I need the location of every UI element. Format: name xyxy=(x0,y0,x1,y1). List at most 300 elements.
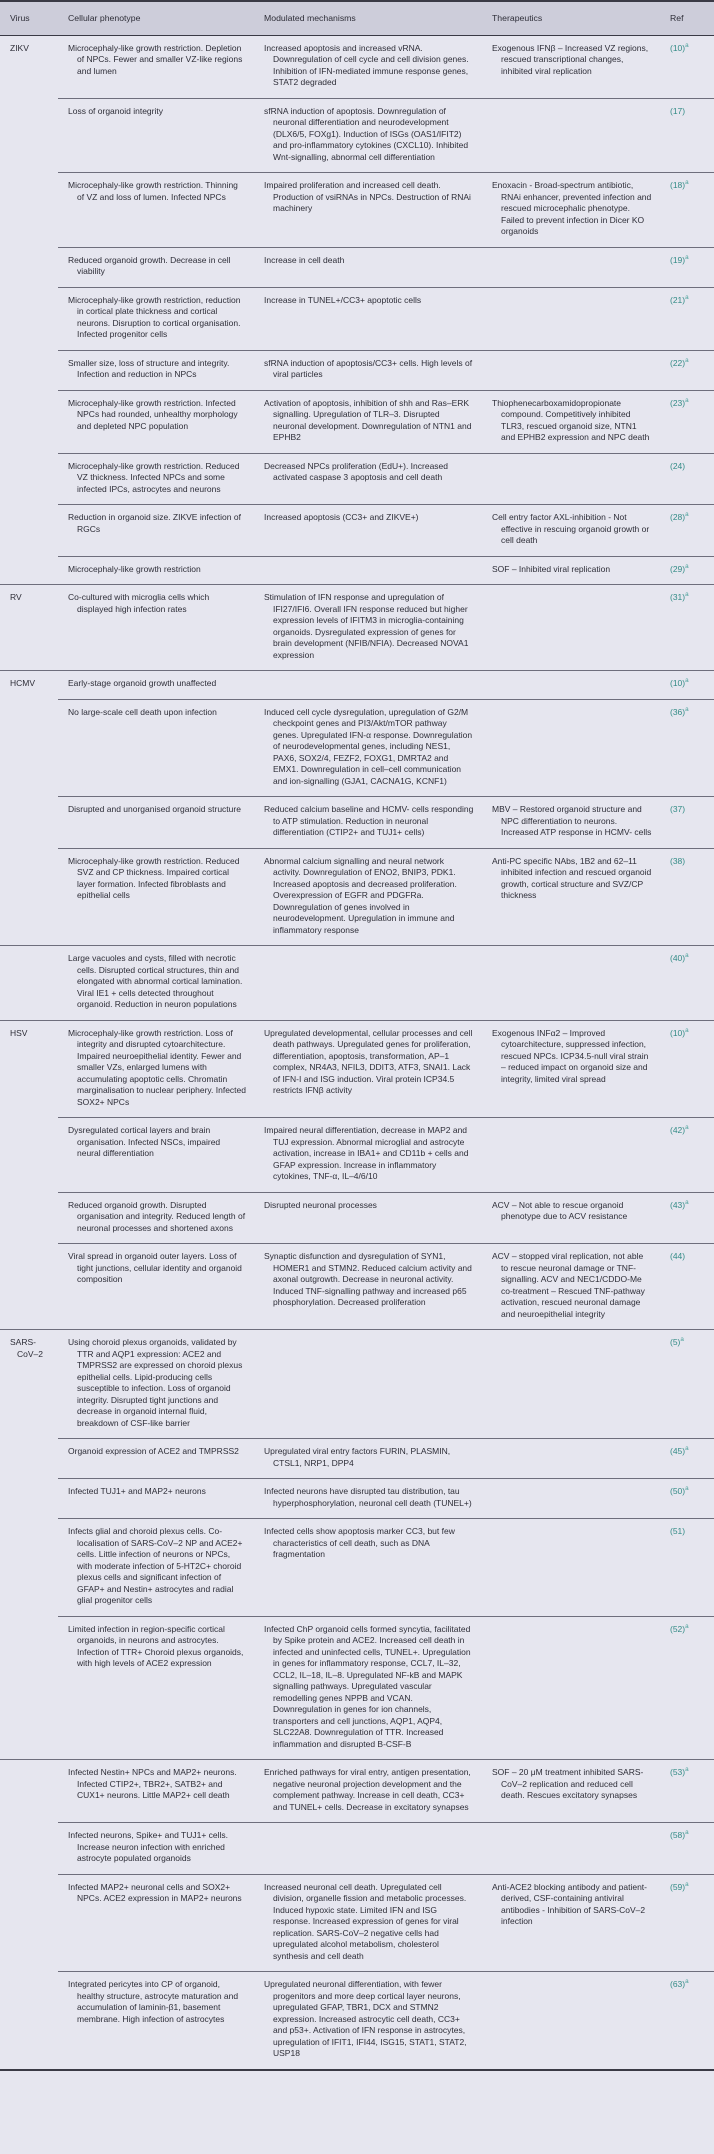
ref-superscript: a xyxy=(685,1622,689,1630)
ref-citation-link[interactable]: (21) xyxy=(670,294,686,305)
phenotype-cell-text: Dysregulated cortical layers and brain organisation. Infected NSCs, impaired neural differentiation xyxy=(68,1125,221,1158)
phenotype-cell xyxy=(58,1118,254,1193)
virus-name: HSV xyxy=(10,1027,28,1038)
mechanisms-cell xyxy=(254,946,482,1021)
therapeutics-cell-text: ACV – Not able to rescue organoid phenotype due to ACV resistance xyxy=(492,1199,628,1221)
ref-citation-link[interactable]: (45) xyxy=(670,1446,686,1456)
table-row xyxy=(0,1760,714,1823)
therapeutics-cell xyxy=(482,1479,660,1519)
virus-cell xyxy=(0,98,58,173)
ref-cell xyxy=(660,699,714,797)
ref-cell xyxy=(660,1479,714,1519)
ref-citation-link[interactable]: (5) xyxy=(670,1337,681,1347)
therapeutics-cell xyxy=(482,1519,660,1617)
mechanisms-cell xyxy=(254,247,482,287)
mechanisms-cell-text: Increased apoptosis and increased vRNA. Downregulation of cell cycle and cell division genes. Inhibition of IFN-mediated immune response genes, STAT2 degraded xyxy=(264,42,469,87)
phenotype-cell-text: Large vacuoles and cysts, filled with necrotic cells. Disrupted cortical structures, thin and elongated with abnormal cortical lamination. Viral IE1 + cells detected throughout organoid. Reduction in neuron populations xyxy=(68,953,243,1009)
ref-citation-link[interactable]: (53) xyxy=(670,1767,686,1777)
ref-cell xyxy=(660,173,714,248)
therapeutics-cell xyxy=(482,1244,660,1330)
mechanisms-cell xyxy=(254,1020,482,1118)
ref-cell xyxy=(660,1020,714,1118)
ref-citation-link[interactable]: (40) xyxy=(670,953,686,963)
therapeutics-cell-text: Cell entry factor AXL-inhibition - Not effective in rescuing organoid growth or cell death xyxy=(492,512,650,545)
ref-cell xyxy=(660,585,714,671)
therapeutics-cell xyxy=(482,35,660,98)
phenotype-cell-text: No large-scale cell death upon infection xyxy=(68,706,217,717)
therapeutics-cell xyxy=(482,98,660,173)
ref-citation-link[interactable]: (52) xyxy=(670,1623,686,1634)
ref-citation-link[interactable]: (63) xyxy=(670,1979,686,1989)
therapeutics-cell xyxy=(482,671,660,700)
table-row xyxy=(0,1874,714,1972)
ref-superscript: a xyxy=(685,677,689,685)
phenotype-cell-text: Limited infection in region-specific cortical organoids, in neurons and astrocytes. Infection of TTR+ Choroid plexus organoids, with high levels of ACE2 expression xyxy=(68,1623,244,1668)
table-row xyxy=(0,699,714,797)
therapeutics-cell xyxy=(482,797,660,849)
phenotype-cell-text: Microcephaly-like growth restriction. Reduced VZ thickness. Infected NPCs and some infected IPCs, astrocytes and neurons xyxy=(68,460,240,494)
ref-cell xyxy=(660,848,714,946)
mechanisms-cell-text: Impaired proliferation and increased cell death. Production of vsiRNAs in NPCs. Destruction of RNAi machinery xyxy=(264,180,471,213)
mechanisms-cell xyxy=(254,556,482,585)
ref-cell xyxy=(660,1244,714,1330)
virus-name: SARS-CoV–2 xyxy=(10,1337,43,1359)
ref-citation-link[interactable]: (28) xyxy=(670,512,686,522)
table-row xyxy=(0,173,714,248)
virus-cell xyxy=(0,390,58,453)
phenotype-cell-text: Microcephaly-like growth restriction. Depletion of NPCs. Fewer and smaller VZ-like regions and lumen xyxy=(68,42,243,76)
mechanisms-cell-text: Activation of apoptosis, inhibition of shh and Ras–ERK signalling. Upregulation of TLR–3. Disrupted neuronal development. Downregulation of NTN1 and EPHB2 xyxy=(264,397,472,442)
mechanisms-cell xyxy=(254,699,482,797)
therapeutics-cell xyxy=(482,1616,660,1760)
therapeutics-cell xyxy=(482,453,660,505)
phenotype-cell xyxy=(58,1616,254,1760)
ref-superscript: a xyxy=(685,1445,689,1453)
phenotype-cell xyxy=(58,1519,254,1617)
mechanisms-cell xyxy=(254,1118,482,1193)
therapeutics-cell xyxy=(482,1192,660,1244)
mechanisms-cell-text: Infected ChP organoid cells formed syncytia, facilitated by Spike protein and ACE2. Increased cell death in infected and uninfected cells, TUNEL+. Upregulation in genes for inflammatory response, CCL7, IL–32, CCL2, IL–18, IL–8. Upregulated NF-kB and MAPK signalling pathways. Upregulated vascular remodelling genes NPPB and VCAN. Downregulation in genes for ion channels, transporters and cell junctions, AQP1, AQP4, SLC22A8. Downregulation of TTR. Increased inflammation and disrupted B-CSF-B xyxy=(264,1623,471,1749)
virus-cell xyxy=(0,699,58,797)
mechanisms-cell xyxy=(254,173,482,248)
table-row xyxy=(0,556,714,585)
ref-cell xyxy=(660,1118,714,1193)
mechanisms-cell xyxy=(254,1519,482,1617)
table-row xyxy=(0,390,714,453)
ref-cell xyxy=(660,1616,714,1760)
virus-cell xyxy=(0,946,58,1021)
table-row xyxy=(0,287,714,350)
phenotype-cell xyxy=(58,1479,254,1519)
ref-citation-link[interactable]: (42) xyxy=(670,1125,686,1135)
table-row xyxy=(0,1823,714,1875)
phenotype-cell-text: Reduction in organoid size. ZIKVE infection of RGCs xyxy=(68,512,241,534)
therapeutics-cell xyxy=(482,390,660,453)
virus-cell xyxy=(0,1192,58,1244)
phenotype-cell xyxy=(58,453,254,505)
phenotype-cell-text: Microcephaly-like growth restriction. Reduced SVZ and CP thickness. Impaired cortical layer formation. Infected fibroblasts and epithelial cells xyxy=(68,855,240,900)
virus-cell xyxy=(0,1330,58,1439)
virus-cell xyxy=(0,1519,58,1617)
ref-superscript: a xyxy=(685,41,689,49)
ref-superscript: a xyxy=(685,293,689,301)
mechanisms-cell-text: Increase in TUNEL+/CC3+ apoptotic cells xyxy=(264,294,422,305)
ref-citation-link[interactable]: (38) xyxy=(670,855,686,866)
ref-superscript: a xyxy=(685,179,689,187)
table-row xyxy=(0,1479,714,1519)
ref-cell xyxy=(660,1330,714,1439)
phenotype-cell-text: Microcephaly-like growth restriction. Thinning of VZ and loss of lumen. Infected NPCs xyxy=(68,180,238,202)
phenotype-cell xyxy=(58,1192,254,1244)
phenotype-cell-text: Loss of organoid integrity xyxy=(68,105,163,116)
ref-citation-link[interactable]: (10) xyxy=(670,678,686,688)
ref-cell xyxy=(660,1192,714,1244)
therapeutics-cell xyxy=(482,1439,660,1479)
ref-cell xyxy=(660,505,714,557)
phenotype-cell xyxy=(58,35,254,98)
ref-superscript: a xyxy=(685,396,689,404)
mechanisms-cell xyxy=(254,1760,482,1823)
table-row xyxy=(0,797,714,849)
ref-cell xyxy=(660,946,714,1021)
ref-citation-link[interactable]: (44) xyxy=(670,1251,686,1261)
mechanisms-cell-text: Impaired neural differentiation, decrease in MAP2 and TUJ expression. Abnormal microglial and astrocyte activation, increase in IBA1+ and CD11b + cells and GFAP expression. Increase in inflammatory cytokines, TNF-α, IL–4/6/10 xyxy=(264,1125,469,1181)
ref-citation-link[interactable]: (10) xyxy=(670,1027,686,1038)
table-row xyxy=(0,505,714,557)
ref-superscript: a xyxy=(685,1026,689,1034)
virus-cell xyxy=(0,287,58,350)
mechanisms-cell xyxy=(254,1244,482,1330)
ref-superscript: a xyxy=(685,356,689,364)
virus-cell xyxy=(0,1874,58,1972)
ref-citation-link[interactable]: (50) xyxy=(670,1486,686,1496)
table-row xyxy=(0,453,714,505)
phenotype-cell-text: Infected neurons, Spike+ and TUJ1+ cells. Increase neuron infection with enriched astrocyte populated organoids xyxy=(68,1830,229,1863)
mechanisms-cell xyxy=(254,1874,482,1972)
mechanisms-cell-text: Enriched pathways for viral entry, antigen presentation, negative neuronal projection development and the complement pathway. Increase in cell death, CC3+ and TUNEL+ cells. Decrease in excitatory synapses xyxy=(264,1767,471,1812)
table-body xyxy=(0,35,714,2070)
therapeutics-cell xyxy=(482,699,660,797)
mechanisms-cell-text: Synaptic disfunction and dysregulation of SYN1, HOMER1 and STMN2. Reduced calcium activity and axonal outgrowth. Decrease in neuronal activity. Induced TNF-signalling pathway and increased p65 phosphorylation. Decreased proliferation xyxy=(264,1251,472,1307)
mechanisms-cell-text: Upregulated neuronal differentiation, with fewer progenitors and more deep cortical layer neurons, upregulated GFAP, TBR1, DCX and STMN2 expression. Increased astrocytic cell death, CC3+ and p53+. Activation of IFN response in astrocytes, upregulation of IFIT1, IFI44, ISG15, STAT1, STAT2, USP18 xyxy=(264,1979,467,2058)
virus-cell xyxy=(0,1479,58,1519)
therapeutics-cell-text: MBV – Restored organoid structure and NPC differentiation to neurons. Increased ATP response in HCMV- cells xyxy=(492,804,652,837)
ref-superscript: a xyxy=(685,952,689,960)
mechanisms-cell xyxy=(254,98,482,173)
ref-citation-link[interactable]: (19) xyxy=(670,254,686,265)
mechanisms-cell xyxy=(254,1479,482,1519)
virus-cell xyxy=(0,505,58,557)
virus-cell xyxy=(0,797,58,849)
ref-cell xyxy=(660,797,714,849)
table-row xyxy=(0,1330,714,1439)
phenotype-cell xyxy=(58,556,254,585)
phenotype-cell-text: Smaller size, loss of structure and integrity. Infection and reduction in NPCs xyxy=(68,357,230,379)
phenotype-cell xyxy=(58,1439,254,1479)
therapeutics-cell-text: Thiophenecarboxamidopropionate compound. Competitively inhibited TLR3, rescued organoid size, NTN1 and EPHB2 expression and NPC death xyxy=(492,397,650,442)
virus-cell xyxy=(0,1760,58,1823)
therapeutics-cell xyxy=(482,556,660,585)
therapeutics-cell xyxy=(482,1330,660,1439)
therapeutics-cell xyxy=(482,1118,660,1193)
phenotype-cell xyxy=(58,1972,254,2070)
virus-name: HCMV xyxy=(10,678,36,688)
phenotype-cell xyxy=(58,350,254,390)
phenotype-cell xyxy=(58,247,254,287)
phenotype-cell-text: Microcephaly-like growth restriction, reduction in cortical plate thickness and cortical neurons. Disruption to cortical organisation. Infected progenitor cells xyxy=(68,294,241,339)
table-row xyxy=(0,1616,714,1760)
phenotype-cell-text: Microcephaly-like growth restriction. Loss of integrity and disrupted cytoarchitecture. Impaired neuroepithelial identity. Fewer and smaller VZs, enlarged lumens with accumulating apoptotic cells. Chromatin marginalisation to nuclear periphery. Infected SOX2+ NPCs xyxy=(68,1027,246,1107)
ref-citation-link[interactable]: (29) xyxy=(670,563,686,574)
phenotype-cell xyxy=(58,1330,254,1439)
ref-superscript: a xyxy=(685,1485,689,1493)
ref-citation-link[interactable]: (36) xyxy=(670,706,686,717)
ref-cell xyxy=(660,35,714,98)
therapeutics-cell xyxy=(482,848,660,946)
table-row xyxy=(0,1020,714,1118)
therapeutics-cell xyxy=(482,585,660,671)
mechanisms-cell-text: sfRNA induction of apoptosis. Downregulation of neuronal differentiation and neurodevelopment (DLX6/5, FOXg1). Induction of ISGs (OAS1/IFIT2) and pro-inflammatory cytokines (CXCL10). Inhibited Wnt-signalling, abnormal cell differentiation xyxy=(264,105,469,162)
ref-superscript: a xyxy=(685,253,689,261)
virus-cell xyxy=(0,35,58,98)
virus-cell xyxy=(0,1118,58,1193)
table-row xyxy=(0,848,714,946)
ref-cell xyxy=(660,1972,714,2070)
virus-cell xyxy=(0,1020,58,1118)
mechanisms-cell-text: Increase in cell death xyxy=(264,254,345,265)
virus-name: ZIKV xyxy=(10,42,29,53)
therapeutics-cell xyxy=(482,1972,660,2070)
mechanisms-cell xyxy=(254,35,482,98)
mechanisms-cell-text: Increased neuronal cell death. Upregulated cell division, organelle fission and metabolic processes. Induced hypoxic state. Limited IFN and ISG response. Increased expression of genes for viral replication. SARS-CoV–2 negative cells had upregulated alcohol metabolism, cholesterol synthesis and cell death xyxy=(264,1881,467,1961)
ref-cell xyxy=(660,350,714,390)
ref-superscript: a xyxy=(685,1880,689,1888)
mechanisms-cell xyxy=(254,390,482,453)
table-row xyxy=(0,1244,714,1330)
table-row xyxy=(0,35,714,98)
therapeutics-cell-text: ACV – stopped viral replication, not able to rescue neuronal damage or TNF-signalling. ACV and NEC1/CDDO-Me co-treatment – Rescued TNF-pathway activation, rescued neuronal damage and neuroepithelial integrity xyxy=(492,1251,645,1319)
virus-cell xyxy=(0,1244,58,1330)
ref-cell xyxy=(660,247,714,287)
therapeutics-cell xyxy=(482,173,660,248)
virus-cell xyxy=(0,671,58,700)
mechanisms-cell-text: Infected cells show apoptosis marker CC3, but few characteristics of cell death, such as DNA fragmentation xyxy=(264,1526,455,1559)
ref-cell xyxy=(660,1823,714,1875)
ref-citation-link[interactable]: (37) xyxy=(670,804,686,814)
ref-citation-link[interactable]: (18) xyxy=(670,180,686,190)
phenotype-cell-text: Reduced organoid growth. Disrupted organisation and integrity. Reduced length of neuronal processes and shortened axons xyxy=(68,1199,246,1233)
table-header xyxy=(0,1,714,35)
therapeutics-cell xyxy=(482,946,660,1021)
ref-citation-link[interactable]: (23) xyxy=(670,397,686,408)
ref-cell xyxy=(660,390,714,453)
phenotype-cell-text: Reduced organoid growth. Decrease in cell viability xyxy=(68,254,231,276)
mechanisms-cell xyxy=(254,1823,482,1875)
mechanisms-cell xyxy=(254,1192,482,1244)
phenotype-cell xyxy=(58,287,254,350)
table-row xyxy=(0,350,714,390)
phenotype-cell-text: Early-stage organoid growth unaffected xyxy=(68,678,217,688)
table-row xyxy=(0,1439,714,1479)
mechanisms-cell-text: Increased apoptosis (CC3+ and ZIKVE+) xyxy=(264,512,419,522)
therapeutics-cell xyxy=(482,247,660,287)
mechanisms-cell-text: Disrupted neuronal processes xyxy=(264,1199,377,1210)
virus-name: RV xyxy=(10,592,22,602)
ref-cell xyxy=(660,98,714,173)
column-header-modulated-mechanisms: Modulated mechanisms xyxy=(254,1,482,35)
mechanisms-cell xyxy=(254,848,482,946)
phenotype-cell xyxy=(58,173,254,248)
ref-citation-link[interactable]: (31) xyxy=(670,592,686,602)
therapeutics-cell-text: SOF – Inhibited viral replication xyxy=(492,563,611,574)
ref-superscript: a xyxy=(685,1124,689,1132)
virus-cell xyxy=(0,247,58,287)
phenotype-cell-text: Integrated pericytes into CP of organoid, healthy structure, astrocyte maturation and accumulation of laminin-β1, basement membrane. High infection of astrocytes xyxy=(68,1979,239,2024)
therapeutics-cell xyxy=(482,1020,660,1118)
phenotype-cell xyxy=(58,671,254,700)
ref-citation-link[interactable]: (58) xyxy=(670,1830,686,1840)
mechanisms-cell xyxy=(254,453,482,505)
phenotype-cell-text: Infected MAP2+ neuronal cells and SOX2+ NPCs. ACE2 expression in MAP2+ neurons xyxy=(68,1881,242,1903)
virus-cell xyxy=(0,453,58,505)
mechanisms-cell xyxy=(254,1972,482,2070)
column-header-therapeutics: Therapeutics xyxy=(482,1,660,35)
therapeutics-cell-text: Exogenous INFα2 – Improved cytoarchitecture, suppressed infection, rescued NPCs. ICP34.5-null viral strain – reduced impact on organoid size and integrity, limited viral spread xyxy=(492,1027,649,1084)
phenotype-cell-text: Infects glial and choroid plexus cells. Co-localisation of SARS-CoV–2 NP and ACE2+ cells. Little infection of neurons or NPCs, with moderate infection of 5-HT2C+ choroid plexus cells and significant infection of GFAP+ and Nestin+ astrocytes and radial glial progenitor cells xyxy=(68,1526,243,1605)
therapeutics-cell xyxy=(482,1823,660,1875)
ref-superscript: a xyxy=(685,1829,689,1837)
ref-superscript: a xyxy=(685,591,689,599)
phenotype-cell xyxy=(58,390,254,453)
ref-cell xyxy=(660,556,714,585)
mechanisms-cell xyxy=(254,585,482,671)
mechanisms-cell xyxy=(254,797,482,849)
ref-superscript: a xyxy=(685,705,689,713)
mechanisms-cell xyxy=(254,671,482,700)
phenotype-cell xyxy=(58,946,254,1021)
therapeutics-cell xyxy=(482,505,660,557)
virus-cell xyxy=(0,1439,58,1479)
ref-citation-link[interactable]: (17) xyxy=(670,105,686,116)
phenotype-cell xyxy=(58,505,254,557)
ref-citation-link[interactable]: (43) xyxy=(670,1199,686,1210)
mechanisms-cell-text: Upregulated viral entry factors FURIN, PLASMIN, CTSL1, NRP1, DPP4 xyxy=(264,1446,451,1468)
table-row xyxy=(0,98,714,173)
phenotype-cell xyxy=(58,98,254,173)
phenotype-cell xyxy=(58,1020,254,1118)
phenotype-cell xyxy=(58,699,254,797)
mechanisms-cell xyxy=(254,1616,482,1760)
mechanisms-cell xyxy=(254,287,482,350)
mechanisms-cell xyxy=(254,350,482,390)
virus-cell xyxy=(0,848,58,946)
therapeutics-cell xyxy=(482,1760,660,1823)
therapeutics-cell-text: Exogenous IFNβ – Increased VZ regions, rescued transcriptional changes, inhibited viral replication xyxy=(492,42,649,76)
virus-cell xyxy=(0,556,58,585)
mechanisms-cell-text: Abnormal calcium signalling and neural network activity. Downregulation of ENO2, BNIP3, PDK1. Increased apoptosis and decreased proliferation. Overexpression of EGFR and PDGFRa. Downregulation of genes involved in neurodevelopment. Upregulation in immune and inflammatory response xyxy=(264,855,457,935)
mechanisms-cell-text: Decreased NPCs proliferation (EdU+). Increased activated caspase 3 apoptosis and cell death xyxy=(264,460,449,482)
table-row xyxy=(0,585,714,671)
virus-cell xyxy=(0,173,58,248)
ref-superscript: a xyxy=(685,511,689,519)
table-row xyxy=(0,1519,714,1617)
mechanisms-cell-text: Upregulated developmental, cellular processes and cell death pathways. Upregulated genes for proliferation, differentiation, apoptosis, transformation, AP–1 complex, NR4A3, NFIL3, DDIT3, ATF3, SNAI1. Lack of IFN-I and ISG induction. Viral protein ICP34.5 restricts IFNβ activity xyxy=(264,1027,473,1095)
therapeutics-cell-text: SOF – 20 μM treatment inhibited SARS-CoV–2 replication and reduced cell death. Rescues excitatory synapses xyxy=(492,1767,644,1800)
table-row xyxy=(0,1118,714,1193)
phenotype-cell xyxy=(58,1823,254,1875)
phenotype-cell xyxy=(58,848,254,946)
phenotype-cell xyxy=(58,1760,254,1823)
mechanisms-cell-text: Induced cell cycle dysregulation, upregulation of G2/M checkpoint genes and PI3/Akt/mTOR pathway genes. Upregulated IFN-α response. Downregulation of neurodevelopmental genes, including NES1, PAX6, SOX2/4, FEZF2, FOXG1, DMRTA2 and EMX1. Downregulation in cell–cell communication and ion-signalling (GJA1, CACNA1G, KCNF1) xyxy=(264,706,473,786)
mechanisms-cell-text: sfRNA induction of apoptosis/CC3+ cells. High levels of viral particles xyxy=(264,357,473,379)
column-header-cellular-phenotype: Cellular phenotype xyxy=(58,1,254,35)
column-header-ref: Ref xyxy=(660,1,714,35)
table-row xyxy=(0,671,714,700)
phenotype-cell-text: Using choroid plexus organoids, validated by TTR and AQP1 expression: ACE2 and TMPRSS2 are expressed on choroid plexus epithelial cells. Lipid-producing cells susceptible to infection. Loss of organoid integrity. Disrupted tight junctions and decrease in organoid internal fluid, breakdown of CSF-like barrier xyxy=(68,1337,243,1428)
phenotype-cell-text: Co-cultured with microglia cells which displayed high infection rates xyxy=(68,592,210,614)
phenotype-cell-text: Viral spread in organoid outer layers. Loss of tight junctions, cellular identity and organoid composition xyxy=(68,1251,242,1284)
phenotype-cell xyxy=(58,585,254,671)
therapeutics-cell-text: Anti-PC specific NAbs, 1B2 and 62–11 inhibited infection and rescued organoid growth, cortical structure and SVZ/CP thickness xyxy=(492,855,652,900)
therapeutics-cell-text: Enoxacin - Broad-spectrum antibiotic, RNAi enhancer, prevented infection and rescued microcephalic phenotype. Failed to prevent infection in Dicer KO organoids xyxy=(492,180,652,236)
ref-citation-link[interactable]: (51) xyxy=(670,1526,686,1536)
phenotype-cell-text: Microcephaly-like growth restriction xyxy=(68,563,201,574)
ref-superscript: a xyxy=(680,1336,684,1344)
ref-cell xyxy=(660,1519,714,1617)
ref-cell xyxy=(660,1760,714,1823)
mechanisms-cell xyxy=(254,1439,482,1479)
mechanisms-cell-text: Stimulation of IFN response and upregulation of IFI27/IFI6. Overall IFN response reduced but higher expression levels of IFITM3 in microglia-containing organoids. Dysregulated expression of genes for brain development (NFIB/NFIA). Decreased NOVA1 expression xyxy=(264,592,469,660)
table-row xyxy=(0,946,714,1021)
ref-citation-link[interactable]: (10) xyxy=(670,42,686,53)
ref-superscript: a xyxy=(685,1766,689,1774)
table-row xyxy=(0,247,714,287)
ref-citation-link[interactable]: (22) xyxy=(670,357,686,368)
mechanisms-cell xyxy=(254,1330,482,1439)
virus-cell xyxy=(0,1823,58,1875)
phenotype-cell xyxy=(58,1244,254,1330)
ref-superscript: a xyxy=(685,1198,689,1206)
mechanisms-cell-text: Reduced calcium baseline and HCMV- cells responding to ATP stimulation. Reduction in neuronal differentiation (CTIP2+ and TUJ1+ cells) xyxy=(264,804,474,837)
phenotype-cell xyxy=(58,797,254,849)
virus-cell xyxy=(0,350,58,390)
phenotype-cell-text: Microcephaly-like growth restriction. Infected NPCs had rounded, unhealthy morphology and depleted NPC population xyxy=(68,397,238,431)
mechanisms-cell xyxy=(254,505,482,557)
phenotype-cell-text: Organoid expression of ACE2 and TMPRSS2 xyxy=(68,1446,239,1456)
ref-cell xyxy=(660,453,714,505)
ref-cell xyxy=(660,671,714,700)
virus-cell xyxy=(0,1616,58,1760)
column-header-virus: Virus xyxy=(0,1,58,35)
therapeutics-cell xyxy=(482,350,660,390)
therapeutics-cell-text: Anti-ACE2 blocking antibody and patient-derived, CSF-containing antiviral antibodies - Inhibition of SARS-CoV–2 infection xyxy=(492,1881,647,1926)
phenotype-cell xyxy=(58,1874,254,1972)
ref-cell xyxy=(660,1439,714,1479)
ref-cell xyxy=(660,287,714,350)
phenotype-cell-text: Infected Nestin+ NPCs and MAP2+ neurons. Infected CTIP2+, TBR2+, SATB2+ and CUX1+ neurons. Little MAP2+ cell death xyxy=(68,1767,237,1800)
phenotype-cell-text: Infected TUJ1+ and MAP2+ neurons xyxy=(68,1486,206,1496)
ref-citation-link[interactable]: (24) xyxy=(670,460,686,471)
table-row xyxy=(0,1972,714,2070)
virus-cell xyxy=(0,1972,58,2070)
phenotype-cell-text: Disrupted and unorganised organoid structure xyxy=(68,804,241,814)
ref-citation-link[interactable]: (59) xyxy=(670,1881,686,1892)
ref-superscript: a xyxy=(685,1978,689,1986)
virus-cell xyxy=(0,585,58,671)
ref-superscript: a xyxy=(685,562,689,570)
table-row xyxy=(0,1192,714,1244)
mechanisms-cell-text: Infected neurons have disrupted tau distribution, tau hyperphosphorylation, neuronal cell death (TUNEL+) xyxy=(264,1486,472,1508)
